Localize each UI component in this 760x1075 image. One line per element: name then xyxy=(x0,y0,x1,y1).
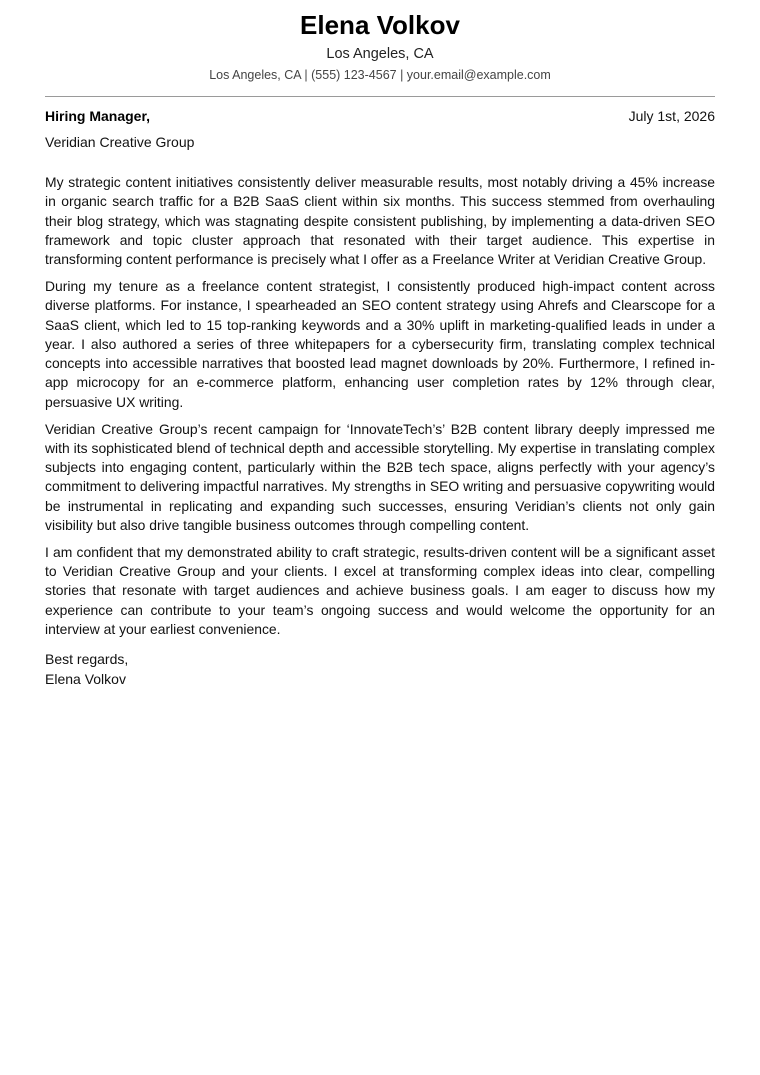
recipient-company: Veridian Creative Group xyxy=(45,134,195,150)
body-paragraph: My strategic content initiatives consistently deliver measurable results, most notably driving a 45% increase in organic search traffic for a B2B SaaS client within six months. This success stemmed from overhauling their blog strategy, which was stagnating despite consistent publishing, by implementing a data-driven SEO framework and topic cluster approach that resonated with their target audience. This expertise in transforming content performance is precisely what I offer as a Freelance Writer at Veridian Creative Group. xyxy=(45,174,715,268)
applicant-location: Los Angeles, CA xyxy=(326,46,434,62)
letter-body xyxy=(45,173,715,639)
body-paragraph: I am confident that my demonstrated ability to craft strategic, results-driven content will be a significant asset to Veridian Creative Group and your clients. I excel at transforming complex ideas into clear, compelling stories that resonate with target audiences and achieve business goals. I am eager to discuss how my experience can contribute to your team’s ongoing success and would welcome the opportunity for an interview at your earliest convenience. xyxy=(45,543,715,638)
contact-line: Los Angeles, CA | (555) 123-4567 | your.email@example.com xyxy=(209,68,551,82)
recipient-salutation: Hiring Manager, xyxy=(45,108,151,124)
body-paragraph: Veridian Creative Group’s recent campaign for ‘InnovateTech’s’ B2B content library deeply impressed me with its sophisticated blend of technical depth and accessible storytelling. My expertise in translating complex subjects into engaging content, particularly within the B2B tech space, aligns perfectly with your agency’s commitment to delivering impactful narratives. My strengths in SEO writing and persuasive copywriting would be instrumental in replicating and expanding such successes, ensuring Veridian’s clients not only gain visibility but also drive tangible business outcomes through compelling content. xyxy=(45,420,715,534)
letter-closing xyxy=(45,650,715,689)
recipient-date-row xyxy=(45,107,715,125)
body-paragraph: During my tenure as a freelance content strategist, I consistently produced high-impact content across diverse platforms. For instance, I spearheaded an SEO content strategy using Ahrefs and Clearscope for a SaaS client, which led to 15 top-ranking keywords and a 30% uplift in marketing-qualified leads in under a year. I also authored a series of three whitepapers for a cybersecurity firm, translating complex technical concepts into accessible narratives that boosted lead magnet downloads by 20%. Furthermore, I refined in-app microcopy for an e-commerce platform, enhancing user completion rates by 12% through clear, persuasive UX writing. xyxy=(45,277,715,410)
sign-off: Best regards, xyxy=(45,651,129,668)
signature-name: Elena Volkov xyxy=(45,670,126,687)
applicant-name: Elena Volkov xyxy=(300,10,460,40)
header-divider xyxy=(45,96,715,97)
letter-date: July 1st, 2026 xyxy=(628,108,715,124)
